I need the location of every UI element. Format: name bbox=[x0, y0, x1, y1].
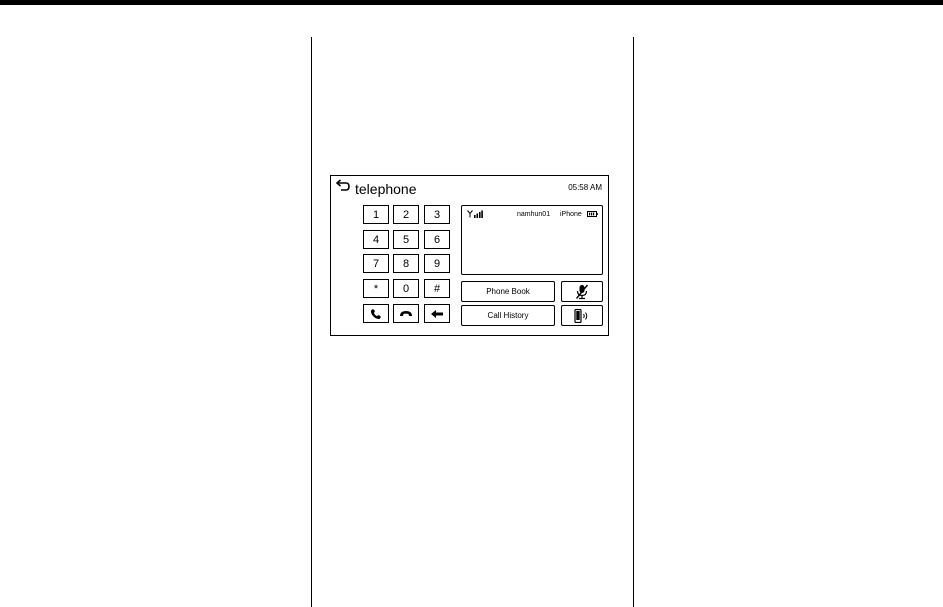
handset-call-icon bbox=[370, 308, 382, 320]
left-column-divider bbox=[311, 37, 312, 607]
phone-audio-icon bbox=[573, 309, 591, 323]
back-arrow-icon bbox=[335, 179, 351, 193]
key-4[interactable]: 4 bbox=[363, 230, 389, 249]
end-call-button[interactable] bbox=[393, 304, 419, 323]
key-3[interactable]: 3 bbox=[424, 205, 450, 224]
phone-status-display bbox=[461, 205, 603, 275]
back-button[interactable] bbox=[335, 179, 351, 193]
key-9[interactable]: 9 bbox=[424, 254, 450, 273]
key-8[interactable]: 8 bbox=[393, 254, 419, 273]
device-name: namhun01 bbox=[517, 211, 551, 218]
handset-end-icon bbox=[399, 310, 413, 318]
key-1[interactable]: 1 bbox=[363, 205, 389, 224]
mute-button[interactable] bbox=[561, 281, 603, 302]
telephone-screen bbox=[330, 175, 609, 336]
page-title: telephone bbox=[355, 181, 417, 197]
device-type: iPhone bbox=[560, 211, 582, 218]
key-2[interactable]: 2 bbox=[393, 205, 419, 224]
phone-book-button[interactable]: Phone Book bbox=[461, 281, 555, 302]
call-history-button[interactable]: Call History bbox=[461, 305, 555, 326]
key-star[interactable]: * bbox=[363, 279, 389, 298]
microphone-mute-icon bbox=[575, 284, 589, 300]
key-0[interactable]: 0 bbox=[393, 279, 419, 298]
battery-icon bbox=[587, 211, 598, 217]
left-arrow-icon bbox=[430, 309, 444, 319]
key-6[interactable]: 6 bbox=[424, 230, 450, 249]
call-button[interactable] bbox=[363, 304, 389, 323]
handset-audio-button[interactable] bbox=[561, 305, 603, 326]
key-7[interactable]: 7 bbox=[363, 254, 389, 273]
backspace-button[interactable] bbox=[424, 304, 450, 323]
signal-strength-icon bbox=[467, 210, 483, 218]
header-rule bbox=[0, 0, 943, 5]
clock: 05:58 AM bbox=[568, 183, 602, 192]
key-hash[interactable]: # bbox=[424, 279, 450, 298]
key-5[interactable]: 5 bbox=[393, 230, 419, 249]
right-column-divider bbox=[633, 37, 634, 607]
